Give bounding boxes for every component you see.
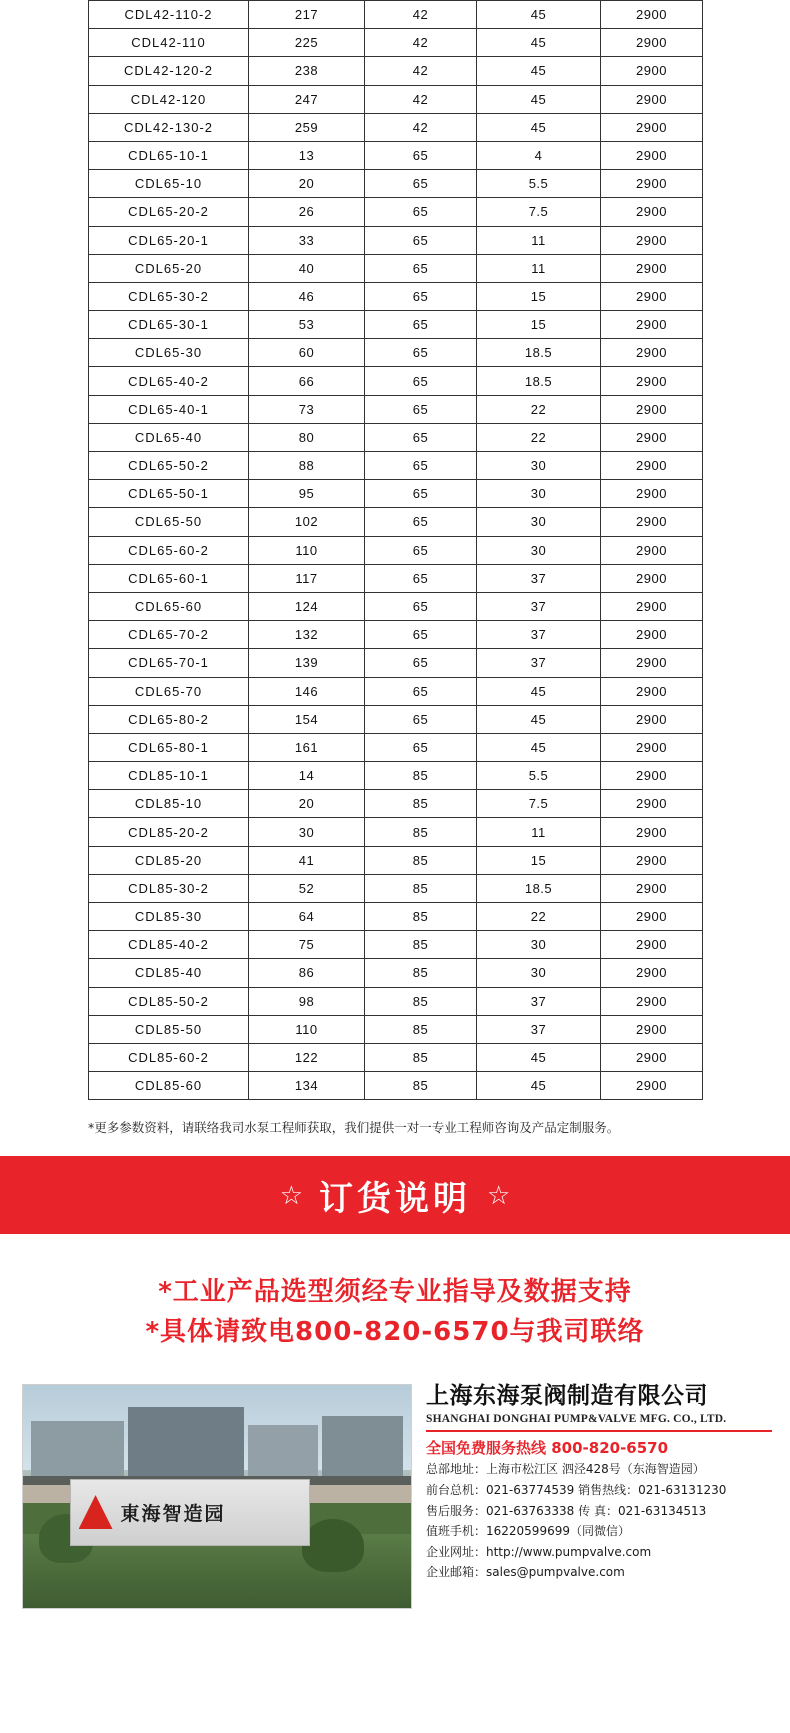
table-cell: 20 bbox=[249, 790, 365, 818]
table-cell: 75 bbox=[249, 931, 365, 959]
table-cell: 86 bbox=[249, 959, 365, 987]
table-cell: 65 bbox=[365, 141, 477, 169]
table-cell: 42 bbox=[365, 1, 477, 29]
table-cell: 18.5 bbox=[477, 367, 601, 395]
table-cell: 110 bbox=[249, 1015, 365, 1043]
contact-line: 总部地址：上海市松江区 泗泾428号（东海智造园） bbox=[426, 1462, 705, 1477]
table-row bbox=[89, 846, 703, 874]
company-name-cn: 上海东海泵阀制造有限公司 bbox=[426, 1383, 708, 1409]
contact-line: 企业网址：http://www.pumpvalve.com bbox=[426, 1544, 652, 1559]
table-cell: 45 bbox=[477, 1072, 601, 1100]
table-cell: 2900 bbox=[601, 254, 703, 282]
cell-model: CDL42-120 bbox=[89, 85, 249, 113]
divider bbox=[426, 1430, 772, 1432]
company-name-en: SHANGHAI DONGHAI PUMP&VALVE MFG. CO., LTD. bbox=[426, 1412, 727, 1425]
cell-model: CDL65-70 bbox=[89, 677, 249, 705]
photo-building-middle-2 bbox=[248, 1425, 318, 1479]
table-cell: 53 bbox=[249, 311, 365, 339]
table-cell: 37 bbox=[477, 621, 601, 649]
table-cell: 2900 bbox=[601, 677, 703, 705]
table-cell: 85 bbox=[365, 874, 477, 902]
cell-model: CDL65-20-2 bbox=[89, 198, 249, 226]
table-cell: 22 bbox=[477, 903, 601, 931]
table-cell: 98 bbox=[249, 987, 365, 1015]
table-cell: 22 bbox=[477, 395, 601, 423]
cell-model: CDL65-10 bbox=[89, 170, 249, 198]
table-cell: 37 bbox=[477, 564, 601, 592]
page-footer bbox=[0, 1380, 790, 1733]
table-row bbox=[89, 592, 703, 620]
cell-model: CDL65-30-2 bbox=[89, 282, 249, 310]
cell-model: CDL85-60-2 bbox=[89, 1043, 249, 1071]
table-cell: 65 bbox=[365, 705, 477, 733]
factory-photo bbox=[22, 1384, 412, 1609]
table-cell: 42 bbox=[365, 57, 477, 85]
table-cell: 65 bbox=[365, 311, 477, 339]
table-cell: 37 bbox=[477, 987, 601, 1015]
table-cell: 2900 bbox=[601, 170, 703, 198]
table-cell: 85 bbox=[365, 818, 477, 846]
table-cell: 65 bbox=[365, 536, 477, 564]
table-cell: 2900 bbox=[601, 1, 703, 29]
table-cell: 26 bbox=[249, 198, 365, 226]
table-cell: 217 bbox=[249, 1, 365, 29]
table-cell: 65 bbox=[365, 423, 477, 451]
table-cell: 65 bbox=[365, 649, 477, 677]
cell-model: CDL65-30 bbox=[89, 339, 249, 367]
table-cell: 42 bbox=[365, 85, 477, 113]
cell-model: CDL85-10-1 bbox=[89, 762, 249, 790]
table-cell: 80 bbox=[249, 423, 365, 451]
table-row bbox=[89, 931, 703, 959]
cell-model: CDL85-20 bbox=[89, 846, 249, 874]
table-cell: 247 bbox=[249, 85, 365, 113]
table-row bbox=[89, 1015, 703, 1043]
table-cell: 33 bbox=[249, 226, 365, 254]
contact-list bbox=[426, 1459, 772, 1583]
table-cell: 2900 bbox=[601, 649, 703, 677]
table-cell: 110 bbox=[249, 536, 365, 564]
table-cell: 65 bbox=[365, 621, 477, 649]
table-row bbox=[89, 226, 703, 254]
table-cell: 2900 bbox=[601, 790, 703, 818]
table-cell: 85 bbox=[365, 846, 477, 874]
table-cell: 2900 bbox=[601, 57, 703, 85]
table-cell: 2900 bbox=[601, 423, 703, 451]
table-cell: 42 bbox=[365, 29, 477, 57]
table-cell: 65 bbox=[365, 339, 477, 367]
table-row bbox=[89, 762, 703, 790]
table-cell: 134 bbox=[249, 1072, 365, 1100]
table-row bbox=[89, 733, 703, 761]
cell-model: CDL85-30 bbox=[89, 903, 249, 931]
table-cell: 4 bbox=[477, 141, 601, 169]
table-cell: 85 bbox=[365, 903, 477, 931]
table-row bbox=[89, 536, 703, 564]
table-cell: 2900 bbox=[601, 1015, 703, 1043]
cell-model: CDL65-30-1 bbox=[89, 311, 249, 339]
table-cell: 85 bbox=[365, 1072, 477, 1100]
table-row bbox=[89, 282, 703, 310]
headline-1: *工业产品选型须经专业指导及数据支持 bbox=[158, 1277, 632, 1307]
cell-model: CDL65-60 bbox=[89, 592, 249, 620]
table-cell: 65 bbox=[365, 226, 477, 254]
table-row bbox=[89, 254, 703, 282]
cell-model: CDL65-20 bbox=[89, 254, 249, 282]
table-cell: 2900 bbox=[601, 903, 703, 931]
table-cell: 2900 bbox=[601, 282, 703, 310]
table-cell: 45 bbox=[477, 85, 601, 113]
table-cell: 146 bbox=[249, 677, 365, 705]
star-icon-right: ☆ bbox=[487, 1180, 511, 1210]
table-cell: 30 bbox=[477, 508, 601, 536]
table-cell: 30 bbox=[477, 536, 601, 564]
table-cell: 37 bbox=[477, 1015, 601, 1043]
table-cell: 2900 bbox=[601, 198, 703, 226]
table-cell: 2900 bbox=[601, 846, 703, 874]
table-cell: 65 bbox=[365, 170, 477, 198]
photo-building-left bbox=[31, 1421, 124, 1479]
table-cell: 45 bbox=[477, 677, 601, 705]
table-cell: 2900 bbox=[601, 226, 703, 254]
table-cell: 124 bbox=[249, 592, 365, 620]
table-cell: 85 bbox=[365, 762, 477, 790]
table-cell: 37 bbox=[477, 649, 601, 677]
table-cell: 65 bbox=[365, 198, 477, 226]
table-row bbox=[89, 903, 703, 931]
table-cell: 85 bbox=[365, 790, 477, 818]
table-cell: 2900 bbox=[601, 367, 703, 395]
table-row bbox=[89, 170, 703, 198]
cell-model: CDL85-50 bbox=[89, 1015, 249, 1043]
table-cell: 30 bbox=[477, 931, 601, 959]
table-cell: 2900 bbox=[601, 536, 703, 564]
table-cell: 11 bbox=[477, 226, 601, 254]
table-row bbox=[89, 85, 703, 113]
table-cell: 30 bbox=[477, 959, 601, 987]
contact-line: 企业邮箱：sales@pumpvalve.com bbox=[426, 1565, 625, 1580]
table-cell: 22 bbox=[477, 423, 601, 451]
table-cell: 238 bbox=[249, 57, 365, 85]
table-row bbox=[89, 959, 703, 987]
table-cell: 2900 bbox=[601, 1072, 703, 1100]
table-row bbox=[89, 508, 703, 536]
table-cell: 45 bbox=[477, 733, 601, 761]
cell-model: CDL42-130-2 bbox=[89, 113, 249, 141]
table-cell: 65 bbox=[365, 480, 477, 508]
table-cell: 40 bbox=[249, 254, 365, 282]
table-cell: 2900 bbox=[601, 987, 703, 1015]
table-cell: 5.5 bbox=[477, 762, 601, 790]
table-cell: 2900 bbox=[601, 931, 703, 959]
cell-model: CDL65-20-1 bbox=[89, 226, 249, 254]
table-cell: 65 bbox=[365, 733, 477, 761]
table-row bbox=[89, 29, 703, 57]
table-cell: 259 bbox=[249, 113, 365, 141]
table-cell: 7.5 bbox=[477, 198, 601, 226]
table-cell: 95 bbox=[249, 480, 365, 508]
table-row bbox=[89, 423, 703, 451]
table-cell: 2900 bbox=[601, 1043, 703, 1071]
table-cell: 15 bbox=[477, 282, 601, 310]
cell-model: CDL65-60-1 bbox=[89, 564, 249, 592]
table-cell: 132 bbox=[249, 621, 365, 649]
table-cell: 73 bbox=[249, 395, 365, 423]
service-hotline: 全国免费服务热线 800-820-6570 bbox=[426, 1438, 669, 1457]
table-cell: 139 bbox=[249, 649, 365, 677]
cell-model: CDL42-120-2 bbox=[89, 57, 249, 85]
cell-model: CDL65-40-2 bbox=[89, 367, 249, 395]
table-cell: 41 bbox=[249, 846, 365, 874]
table-row bbox=[89, 564, 703, 592]
table-cell: 2900 bbox=[601, 705, 703, 733]
table-cell: 45 bbox=[477, 29, 601, 57]
table-cell: 102 bbox=[249, 508, 365, 536]
table-cell: 85 bbox=[365, 1015, 477, 1043]
banner-content bbox=[280, 1171, 511, 1220]
table-cell: 2900 bbox=[601, 480, 703, 508]
table-cell: 30 bbox=[249, 818, 365, 846]
table-cell: 15 bbox=[477, 846, 601, 874]
table-cell: 11 bbox=[477, 818, 601, 846]
table-cell: 11 bbox=[477, 254, 601, 282]
table-cell: 13 bbox=[249, 141, 365, 169]
table-cell: 30 bbox=[477, 480, 601, 508]
cell-model: CDL65-50-2 bbox=[89, 452, 249, 480]
table-cell: 37 bbox=[477, 592, 601, 620]
photo-shrub-right bbox=[302, 1519, 364, 1573]
cell-model: CDL65-50 bbox=[89, 508, 249, 536]
table-cell: 45 bbox=[477, 57, 601, 85]
table-row bbox=[89, 649, 703, 677]
cell-model: CDL65-50-1 bbox=[89, 480, 249, 508]
table-cell: 161 bbox=[249, 733, 365, 761]
cell-model: CDL42-110-2 bbox=[89, 1, 249, 29]
table-cell: 2900 bbox=[601, 452, 703, 480]
table-cell: 2900 bbox=[601, 85, 703, 113]
table-row bbox=[89, 1072, 703, 1100]
table-cell: 7.5 bbox=[477, 790, 601, 818]
banner-title: 订货说明 bbox=[319, 1178, 471, 1219]
table-row bbox=[89, 311, 703, 339]
table-cell: 88 bbox=[249, 452, 365, 480]
table-cell: 64 bbox=[249, 903, 365, 931]
table-cell: 2900 bbox=[601, 621, 703, 649]
table-row bbox=[89, 874, 703, 902]
table-row bbox=[89, 198, 703, 226]
cell-model: CDL65-70-2 bbox=[89, 621, 249, 649]
cell-model: CDL85-40-2 bbox=[89, 931, 249, 959]
cell-model: CDL65-40-1 bbox=[89, 395, 249, 423]
cell-model: CDL85-50-2 bbox=[89, 987, 249, 1015]
order-instructions-banner bbox=[0, 1156, 790, 1234]
table-cell: 65 bbox=[365, 395, 477, 423]
table-row bbox=[89, 1043, 703, 1071]
cell-model: CDL85-60 bbox=[89, 1072, 249, 1100]
table-row bbox=[89, 790, 703, 818]
cell-model: CDL65-80-2 bbox=[89, 705, 249, 733]
table-cell: 85 bbox=[365, 987, 477, 1015]
table-cell: 65 bbox=[365, 282, 477, 310]
photo-entrance-sign bbox=[70, 1479, 311, 1546]
table-cell: 65 bbox=[365, 367, 477, 395]
table-footnote: *更多参数资料，请联络我司水泵工程师获取，我们提供一对一专业工程师咨询及产品定制服务。 bbox=[88, 1120, 620, 1136]
contact-line: 值班手机：16220599699（同微信） bbox=[426, 1524, 630, 1539]
table-cell: 2900 bbox=[601, 564, 703, 592]
table-cell: 65 bbox=[365, 508, 477, 536]
table-cell: 85 bbox=[365, 1043, 477, 1071]
table-cell: 65 bbox=[365, 592, 477, 620]
table-cell: 85 bbox=[365, 959, 477, 987]
table-cell: 45 bbox=[477, 705, 601, 733]
cell-model: CDL65-60-2 bbox=[89, 536, 249, 564]
table-cell: 2900 bbox=[601, 818, 703, 846]
table-cell: 46 bbox=[249, 282, 365, 310]
table-cell: 60 bbox=[249, 339, 365, 367]
cell-model: CDL85-30-2 bbox=[89, 874, 249, 902]
cell-model: CDL85-40 bbox=[89, 959, 249, 987]
table-row bbox=[89, 367, 703, 395]
table-cell: 154 bbox=[249, 705, 365, 733]
table-cell: 2900 bbox=[601, 311, 703, 339]
table-cell: 2900 bbox=[601, 733, 703, 761]
table-row bbox=[89, 113, 703, 141]
table-cell: 30 bbox=[477, 452, 601, 480]
company-info bbox=[412, 1380, 772, 1733]
table-cell: 2900 bbox=[601, 508, 703, 536]
photo-building-right bbox=[322, 1416, 403, 1478]
pump-spec-table bbox=[88, 0, 703, 1100]
star-icon-left: ☆ bbox=[279, 1180, 303, 1210]
table-row bbox=[89, 705, 703, 733]
table-row bbox=[89, 141, 703, 169]
cell-model: CDL42-110 bbox=[89, 29, 249, 57]
cell-model: CDL65-10-1 bbox=[89, 141, 249, 169]
table-cell: 85 bbox=[365, 931, 477, 959]
table-cell: 65 bbox=[365, 254, 477, 282]
table-cell: 2900 bbox=[601, 339, 703, 367]
table-cell: 5.5 bbox=[477, 170, 601, 198]
table-cell: 122 bbox=[249, 1043, 365, 1071]
contact-line: 前台总机：021-63774539 销售热线：021-63131230 bbox=[426, 1482, 727, 1497]
table-cell: 117 bbox=[249, 564, 365, 592]
table-cell: 2900 bbox=[601, 29, 703, 57]
table-cell: 52 bbox=[249, 874, 365, 902]
table-cell: 15 bbox=[477, 311, 601, 339]
table-cell: 2900 bbox=[601, 395, 703, 423]
cell-model: CDL65-40 bbox=[89, 423, 249, 451]
table-cell: 65 bbox=[365, 452, 477, 480]
table-row bbox=[89, 395, 703, 423]
table-cell: 2900 bbox=[601, 141, 703, 169]
table-cell: 2900 bbox=[601, 592, 703, 620]
table-row bbox=[89, 677, 703, 705]
table-cell: 45 bbox=[477, 1, 601, 29]
table-cell: 45 bbox=[477, 113, 601, 141]
cell-model: CDL65-80-1 bbox=[89, 733, 249, 761]
table-row bbox=[89, 987, 703, 1015]
table-cell: 2900 bbox=[601, 113, 703, 141]
table-row bbox=[89, 818, 703, 846]
table-cell: 20 bbox=[249, 170, 365, 198]
table-cell: 45 bbox=[477, 1043, 601, 1071]
table-cell: 14 bbox=[249, 762, 365, 790]
table-cell: 18.5 bbox=[477, 874, 601, 902]
table-cell: 65 bbox=[365, 677, 477, 705]
table-cell: 66 bbox=[249, 367, 365, 395]
headline-2: *具体请致电800-820-6570与我司联络 bbox=[145, 1317, 645, 1348]
table-cell: 2900 bbox=[601, 959, 703, 987]
photo-sign-text: 東海智造园 bbox=[120, 1502, 226, 1525]
company-logo-icon bbox=[79, 1495, 113, 1529]
table-row bbox=[89, 57, 703, 85]
table-cell: 225 bbox=[249, 29, 365, 57]
cell-model: CDL85-20-2 bbox=[89, 818, 249, 846]
table-row bbox=[89, 621, 703, 649]
cell-model: CDL65-70-1 bbox=[89, 649, 249, 677]
contact-line: 售后服务：021-63763338 传 真：021-63134513 bbox=[426, 1503, 707, 1518]
table-row bbox=[89, 452, 703, 480]
table-cell: 2900 bbox=[601, 762, 703, 790]
table-row bbox=[89, 480, 703, 508]
headline-block bbox=[0, 1272, 790, 1353]
table-row bbox=[89, 339, 703, 367]
table-cell: 42 bbox=[365, 113, 477, 141]
photo-building-middle bbox=[128, 1407, 244, 1478]
table-cell: 65 bbox=[365, 564, 477, 592]
table-row bbox=[89, 1, 703, 29]
cell-model: CDL85-10 bbox=[89, 790, 249, 818]
table-cell: 2900 bbox=[601, 874, 703, 902]
table-cell: 18.5 bbox=[477, 339, 601, 367]
